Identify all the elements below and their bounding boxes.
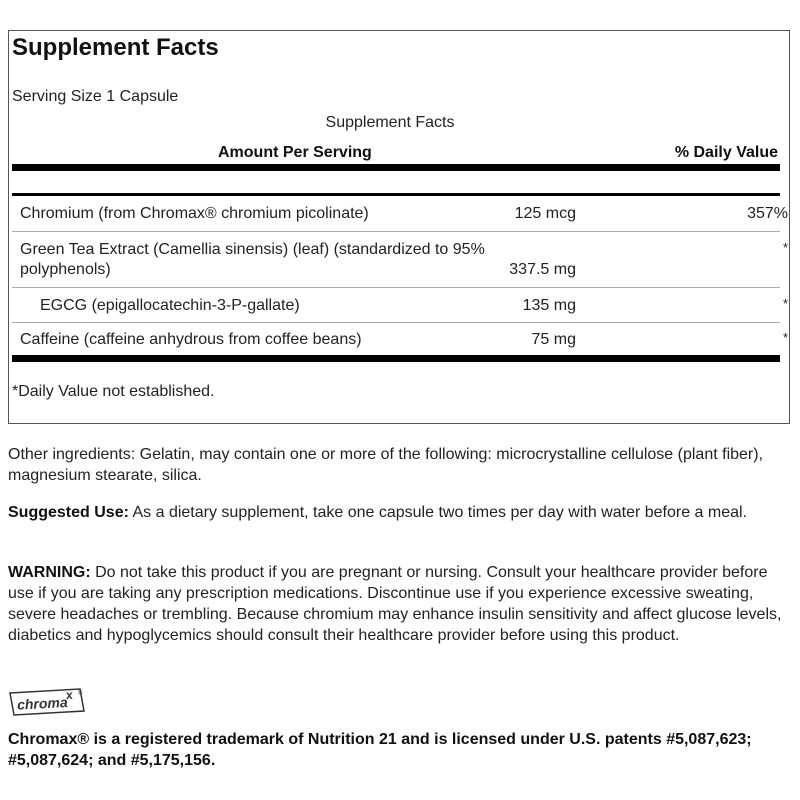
trademark-notice: Chromax® is a registered trademark of Nutrition 21 and is licensed under U.S. patents #5,087,623; #5,087,624; and #5,175,156. — [8, 731, 752, 769]
row-chromium-dv: 357% — [747, 205, 788, 222]
header-daily-value: % Daily Value — [674, 144, 778, 161]
row-chromium-amount: 125 mcg — [514, 205, 576, 222]
divider-thick — [12, 164, 780, 171]
svg-text:x: x — [66, 688, 73, 702]
row-green-tea-dv: * — [782, 240, 788, 255]
chromax-logo-icon — [8, 685, 88, 719]
suggested-use-text: As a dietary supplement, take one capsule two times per day with water before a meal. — [128, 504, 748, 521]
row-caffeine-dv: * — [782, 330, 788, 345]
row-green-tea-amount: 337.5 mg — [509, 261, 576, 278]
serving-size: Serving Size 1 Capsule — [12, 88, 179, 105]
row-divider — [12, 287, 780, 288]
header-amount-per-serving: Amount Per Serving — [218, 144, 372, 161]
divider-thick — [12, 355, 780, 362]
row-caffeine-amount: 75 mg — [531, 331, 576, 348]
svg-text:chroma: chroma — [16, 693, 69, 713]
row-divider — [12, 322, 780, 323]
row-chromium-name: Chromium (from Chromax® chromium picolinate) — [20, 205, 369, 222]
facts-title: Supplement Facts — [12, 34, 219, 61]
row-green-tea-name-line2: polyphenols) — [20, 261, 111, 278]
row-egcg-amount: 135 mg — [522, 297, 576, 314]
other-ingredients: Other ingredients: Gelatin, may contain one or more of the following: microcrystalline cellulose (plant fiber), magnesium stearate, silica. — [8, 446, 764, 484]
row-caffeine-name: Caffeine (caffeine anhydrous from coffee beans) — [20, 331, 362, 348]
svg-text:®: ® — [78, 691, 83, 697]
divider-medium — [12, 193, 780, 196]
table-caption: Supplement Facts — [325, 114, 455, 131]
row-divider — [12, 231, 780, 232]
footnote: *Daily Value not established. — [12, 383, 215, 400]
suggested-use — [8, 502, 790, 523]
row-green-tea-name: Green Tea Extract (Camellia sinensis) (leaf) (standardized to 95% — [20, 241, 485, 258]
suggested-use-label: Suggested Use: — [8, 504, 129, 521]
warning — [8, 562, 790, 646]
warning-text: Do not take this product if you are pregnant or nursing. Consult your healthcare provider before use if you are taking any prescription medications. Discontinue use if you experience excessive sweating, severe headaches or trembling. Because chromium may enhance insulin sensitivity and affect glucose levels, diabetics and hypoglycemics should consult their healthcare provider before using this product. — [8, 564, 782, 644]
warning-label: WARNING: — [8, 564, 91, 581]
row-egcg-dv: * — [782, 296, 788, 311]
row-egcg-name: EGCG (epigallocatechin-3-P-gallate) — [40, 297, 300, 314]
